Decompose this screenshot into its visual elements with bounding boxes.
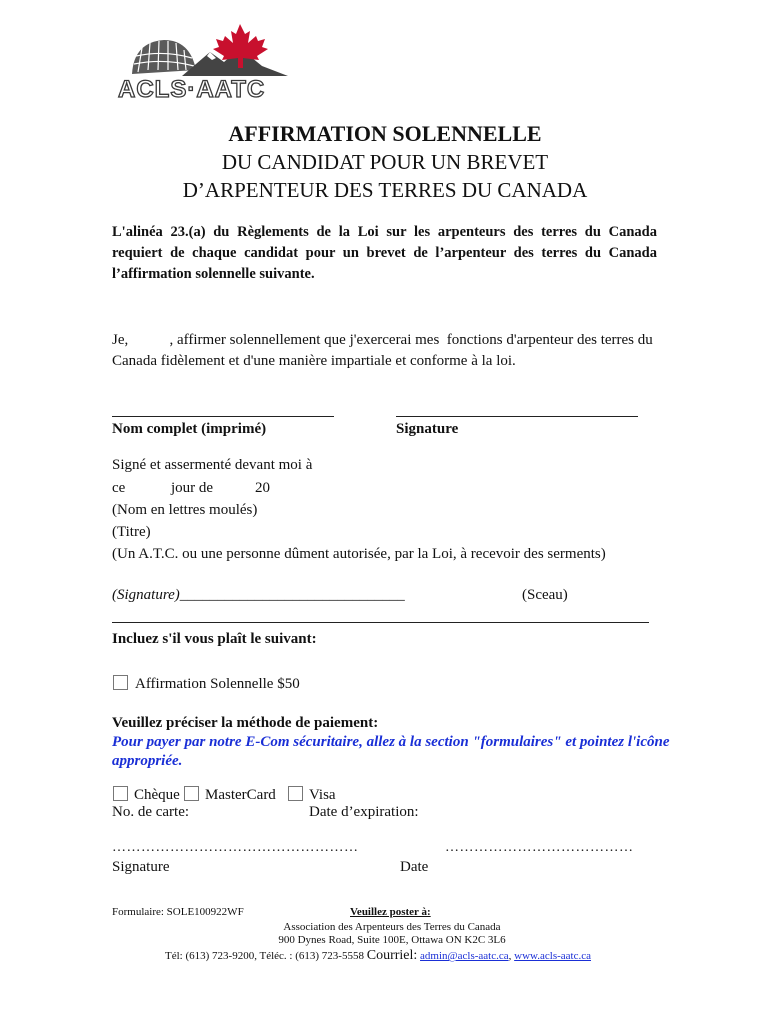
payment-date-label: Date bbox=[400, 859, 429, 875]
ecom-note: Pour payer par notre E-Com sécuritaire, allez à la section "formulaires" et pointez l'icône appropriée. bbox=[112, 734, 670, 769]
sworn-before-line: Signé et assermenté devant moi à bbox=[112, 457, 313, 473]
intro-paragraph: L'alinéa 23.(a) du Règlements de la Loi sur les arpenteurs des terres du Canada requiert de chaque candidat pour un brevet de l’arpenteur des terres du Canada l’affirmation solennelle suivante. bbox=[112, 224, 657, 282]
cheque-label: Chèque bbox=[134, 787, 180, 803]
footer-phone: Tél: (613) 723-9200, Téléc. : (613) 723-5558 bbox=[165, 950, 364, 962]
mastercard-checkbox[interactable] bbox=[184, 786, 199, 801]
payment-heading: Veuillez préciser la méthode de paiement: bbox=[112, 715, 379, 731]
seal-label: (Sceau) bbox=[522, 587, 568, 603]
footer-website-link[interactable]: www.acls-aatc.ca bbox=[514, 950, 591, 962]
sworn-ce: ce bbox=[112, 480, 126, 496]
signature-label: Signature bbox=[396, 421, 459, 437]
sworn-jour-de: jour de bbox=[171, 480, 214, 496]
footer-contact bbox=[165, 948, 591, 964]
sworn-year: 20 bbox=[255, 480, 270, 496]
form-code: Formulaire: SOLE100922WF bbox=[112, 906, 244, 918]
visa-checkbox[interactable] bbox=[288, 786, 303, 801]
document-title bbox=[0, 120, 770, 204]
footer-address: 900 Dynes Road, Suite 100E, Ottawa ON K2C 3L6 bbox=[278, 934, 506, 946]
visa-label: Visa bbox=[309, 787, 336, 803]
name-line[interactable] bbox=[112, 416, 334, 417]
logo-text: ACLS·AATC bbox=[118, 76, 266, 103]
title-line-3: D’ARPENTEUR DES TERRES DU CANADA bbox=[182, 178, 588, 202]
payment-signature-dots[interactable]: …………………………………………… bbox=[112, 840, 359, 855]
title-line-1: AFFIRMATION SOLENNELLE bbox=[228, 121, 542, 146]
cheque-checkbox[interactable] bbox=[113, 786, 128, 801]
card-number-label: No. de carte: bbox=[112, 804, 190, 820]
sworn-name-caps: (Nom en lettres moulés) bbox=[112, 502, 258, 518]
mastercard-label: MasterCard bbox=[205, 787, 276, 803]
expiry-label: Date d’expiration: bbox=[309, 804, 419, 820]
affirmation-fee-label: Affirmation Solennelle $50 bbox=[135, 676, 300, 692]
sworn-titre: (Titre) bbox=[112, 524, 151, 540]
section-divider bbox=[112, 622, 649, 623]
name-label: Nom complet (imprimé) bbox=[112, 421, 267, 437]
include-heading: Incluez s'il vous plaît le suivant: bbox=[112, 631, 317, 647]
payment-date-dots[interactable]: ………………………………… bbox=[445, 840, 634, 855]
affirmation-paragraph: Je, , affirmer solennellement que j'exercerai mes fonctions d'arpenteur des terres du Canada fidèlement et d'une manière impartiale et conforme à la loi. bbox=[112, 332, 657, 369]
sworn-signature bbox=[112, 587, 405, 604]
payment-signature-label: Signature bbox=[112, 859, 170, 875]
signature-line[interactable] bbox=[396, 416, 638, 417]
footer-separator: , bbox=[508, 950, 512, 962]
footer-org: Association des Arpenteurs des Terres du Canada bbox=[283, 921, 501, 933]
affirmation-fee-checkbox[interactable] bbox=[113, 675, 128, 690]
footer-email-link[interactable]: admin@acls-aatc.ca bbox=[420, 950, 509, 962]
sworn-signature-label: (Signature) bbox=[112, 587, 180, 603]
footer-courriel-label: Courriel: bbox=[366, 948, 418, 963]
mail-heading: Veuillez poster à: bbox=[350, 906, 431, 918]
dome-icon bbox=[132, 40, 196, 74]
sworn-authority: (Un A.T.C. ou une personne dûment autorisée, par la Loi, à recevoir des serments) bbox=[112, 546, 606, 562]
sworn-signature-blank[interactable]: ______________________________ bbox=[179, 587, 405, 603]
title-line-2: DU CANDIDAT POUR UN BREVET bbox=[221, 150, 549, 174]
